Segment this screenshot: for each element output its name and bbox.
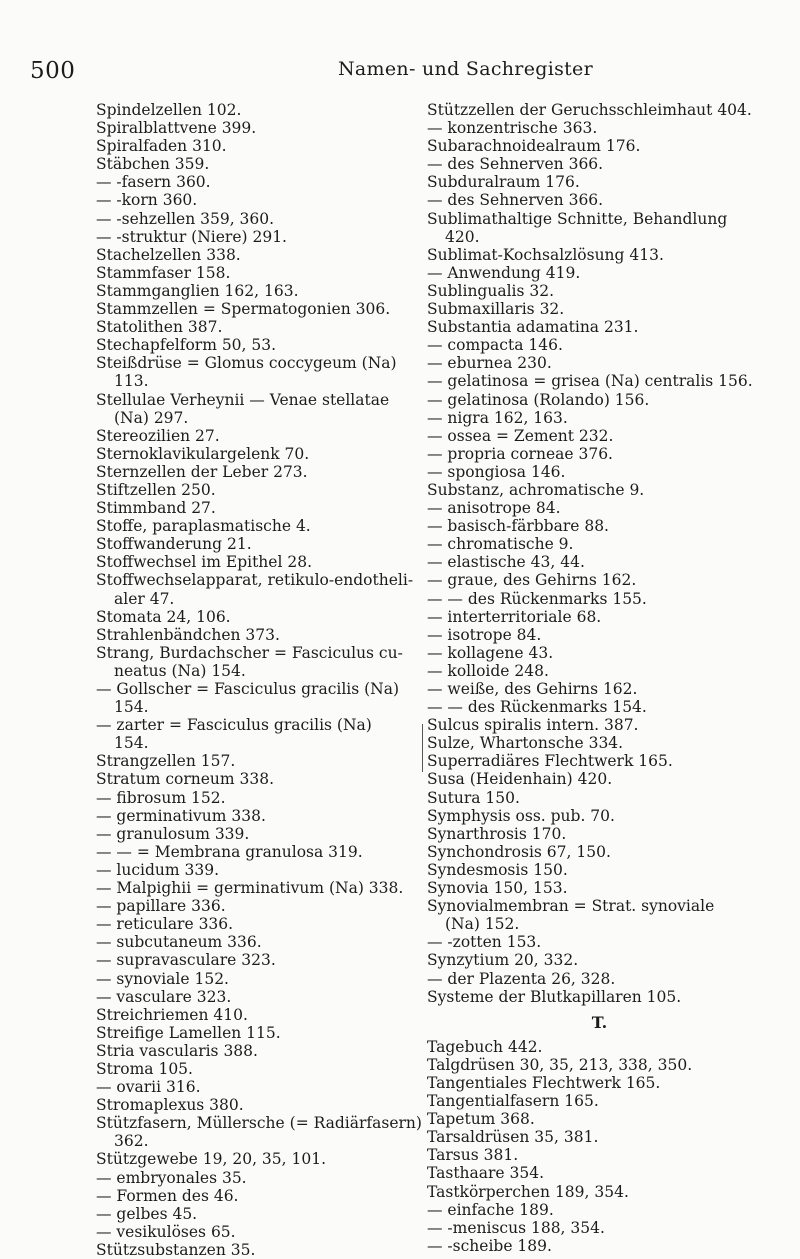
index-entry: — — des Rückenmarks 155.: [427, 589, 647, 608]
index-entry: — germinativum 338.: [96, 806, 266, 825]
index-entry: — -korn 360.: [96, 191, 198, 210]
index-entry: Stechapfelform 50, 53.: [96, 336, 277, 355]
index-entry: — ossea = Zement 232.: [427, 426, 614, 445]
index-entry: — papillare 336.: [96, 897, 226, 916]
index-entry: Sublimat-Kochsalzlösung 413.: [427, 245, 664, 264]
index-entry: 113.: [114, 372, 149, 391]
index-entry: Stromaplexus 380.: [96, 1096, 244, 1115]
index-entry: — der Plazenta 26, 328.: [427, 969, 616, 988]
index-entry: Stellulae Verheynii — Venae stellatae: [96, 390, 390, 409]
index-entry: Spiralblattvene 399.: [96, 119, 257, 138]
index-entry: — subcutaneum 336.: [96, 933, 262, 952]
index-entry: Sternoklavikulargelenk 70.: [96, 444, 310, 463]
index-entry: — -meniscus 188, 354.: [427, 1218, 605, 1237]
index-entry: — gelatinosa = grisea (Na) centralis 156.: [427, 372, 753, 391]
index-entry: — reticulare 336.: [96, 915, 234, 934]
index-entry: Synovia 150, 153.: [427, 879, 568, 898]
index-entry: aler 47.: [114, 589, 175, 608]
index-entry: 154.: [114, 698, 149, 717]
index-entry: — Gollscher = Fasciculus gracilis (Na): [96, 680, 400, 698]
index-entry: Stiftzellen 250.: [96, 480, 216, 499]
index-entry: Tastkörperchen 189, 354.: [427, 1182, 629, 1201]
index-entry: Substanz, achromatische 9.: [427, 480, 645, 499]
index-entry: Systeme der Blutkapillaren 105.: [427, 987, 682, 1006]
index-entry: Tangentiales Flechtwerk 165.: [427, 1073, 661, 1092]
index-entry: — propria corneae 376.: [427, 444, 613, 463]
index-entry: — vasculare 323.: [96, 987, 232, 1006]
index-entry: — graue, des Gehirns 162.: [427, 571, 637, 590]
index-entry: — — des Rückenmarks 154.: [427, 698, 647, 717]
index-entry: — nigra 162, 163.: [427, 408, 568, 427]
index-entry: — -struktur (Niere) 291.: [96, 227, 287, 246]
index-entry: Talgdrüsen 30, 35, 213, 338, 350.: [427, 1055, 693, 1074]
index-column-right: [427, 101, 772, 1255]
index-entry: — zarter = Fasciculus gracilis (Na): [96, 716, 372, 735]
index-entry: Symphysis oss. pub. 70.: [427, 806, 615, 825]
index-entry: Tarsaldrüsen 35, 381.: [427, 1128, 599, 1147]
index-entry: — des Sehnerven 366.: [427, 191, 604, 210]
index-entry: Synzytium 20, 332.: [427, 951, 579, 970]
index-entry: — anisotrope 84.: [427, 499, 561, 518]
index-entry: — ovarii 316.: [96, 1078, 201, 1097]
index-entry: Stoffwechselapparat, retikulo-endotheli-: [96, 571, 414, 590]
index-entry: — des Sehnerven 366.: [427, 155, 604, 174]
index-entry: Synchondrosis 67, 150.: [427, 842, 611, 861]
index-entry: neatus (Na) 154.: [114, 661, 246, 680]
index-entry: — fibrosum 152.: [96, 788, 226, 807]
index-entry: — vesikulöses 65.: [96, 1222, 236, 1241]
index-entry: Stammfaser 158.: [96, 263, 231, 282]
index-entry: Subduralraum 176.: [427, 173, 580, 192]
index-entry: (Na) 297.: [114, 408, 189, 427]
index-entry: — kollagene 43.: [427, 643, 554, 662]
index-entry: Sutura 150.: [427, 788, 520, 807]
index-entry: Stimmband 27.: [96, 499, 216, 518]
index-entry: Stützgewebe 19, 20, 35, 101.: [96, 1150, 327, 1169]
index-entry: — chromatische 9.: [427, 535, 574, 554]
index-entry: Stereozilien 27.: [96, 426, 220, 445]
index-entry: Tasthaare 354.: [427, 1164, 545, 1183]
index-entry: — eburnea 230.: [427, 354, 552, 373]
index-entry: Stützfasern, Müllersche (= Radiärfasern): [96, 1114, 422, 1133]
index-entry: (Na) 152.: [445, 915, 520, 934]
index-entry: Stria vascularis 388.: [96, 1041, 258, 1060]
index-entry: — Malpighii = germinativum (Na) 338.: [96, 879, 404, 898]
index-entry: — spongiosa 146.: [427, 462, 566, 481]
index-entry: Stammzellen = Spermatogonien 306.: [96, 300, 391, 319]
index-entry: Stratum corneum 338.: [96, 770, 275, 789]
index-entry: — kolloide 248.: [427, 661, 549, 680]
index-entry: Synarthrosis 170.: [427, 824, 567, 843]
index-entry: — granulosum 339.: [96, 824, 250, 843]
index-entry: Submaxillaris 32.: [427, 300, 565, 319]
index-entry: — gelbes 45.: [96, 1204, 198, 1223]
section-letter: T.: [591, 1012, 608, 1032]
index-entry: Spiralfaden 310.: [96, 137, 227, 156]
index-entry: — basisch-färbbare 88.: [427, 517, 609, 536]
index-entry: — supravasculare 323.: [96, 951, 276, 970]
index-entry: Stroma 105.: [96, 1059, 193, 1078]
index-entry: Strahlenbändchen 373.: [96, 625, 280, 644]
index-entry: 420.: [445, 227, 480, 246]
index-entry: — -scheibe 189.: [427, 1236, 552, 1255]
column-rule: [422, 724, 423, 772]
index-entry: — -zotten 153.: [427, 933, 542, 952]
index-entry: — — = Membrana granulosa 319.: [96, 842, 363, 861]
index-entry: Tarsus 381.: [427, 1146, 519, 1165]
index-entry: Sulze, Whartonsche 334.: [427, 734, 624, 753]
page-number: 500: [30, 58, 76, 84]
index-entry: Sulcus spiralis intern. 387.: [427, 716, 639, 735]
index-entry: Tangentialfasern 165.: [427, 1092, 599, 1111]
index-entry: Stäbchen 359.: [96, 155, 210, 174]
index-entry: Strangzellen 157.: [96, 752, 236, 771]
running-head: Namen- und Sachregister: [338, 58, 593, 80]
index-entry: Stomata 24, 106.: [96, 607, 231, 626]
index-entry: — einfache 189.: [427, 1200, 554, 1219]
index-entry: Strang, Burdachscher = Fasciculus cu-: [96, 643, 403, 662]
index-entry: Stoffwechsel im Epithel 28.: [96, 553, 313, 572]
index-entry: Stammganglien 162, 163.: [96, 281, 299, 300]
index-entry: — lucidum 339.: [96, 860, 220, 879]
index-entry: — Anwendung 419.: [427, 263, 581, 282]
index-entry: — weiße, des Gehirns 162.: [427, 680, 638, 698]
index-entry: Sternzellen der Leber 273.: [96, 462, 308, 481]
index-entry: Synovialmembran = Strat. synoviale: [427, 897, 715, 916]
index-entry: 362.: [114, 1132, 149, 1151]
index-entry: — Formen des 46.: [96, 1186, 239, 1205]
index-entry: Streichriemen 410.: [96, 1005, 248, 1024]
index-entry: — compacta 146.: [427, 336, 563, 355]
index-entry: Tapetum 368.: [427, 1110, 535, 1129]
index-entry: Streifige Lamellen 115.: [96, 1023, 281, 1042]
index-entry: — -fasern 360.: [96, 173, 211, 192]
index-entry: — gelatinosa (Rolando) 156.: [427, 390, 650, 409]
index-entry: Sublimathaltige Schnitte, Behandlung: [427, 209, 728, 228]
index-entry: Stachelzellen 338.: [96, 245, 241, 264]
index-entry: — isotrope 84.: [427, 625, 542, 644]
index-column-left: [96, 101, 426, 1259]
index-entry: — -sehzellen 359, 360.: [96, 209, 275, 228]
index-entry: Statolithen 387.: [96, 318, 223, 337]
index-entry: Subarachnoidealraum 176.: [427, 137, 641, 156]
index-entry: Spindelzellen 102.: [96, 101, 242, 119]
index-entry: — interterritoriale 68.: [427, 607, 602, 626]
index-entry: Substantia adamatina 231.: [427, 318, 639, 337]
index-entry: Superradiäres Flechtwerk 165.: [427, 752, 673, 771]
index-entry: — elastische 43, 44.: [427, 553, 585, 572]
index-entry: — embryonales 35.: [96, 1168, 247, 1187]
index-entry: Stützsubstanzen 35.: [96, 1240, 256, 1259]
index-entry: Syndesmosis 150.: [427, 860, 568, 879]
index-entry: — konzentrische 363.: [427, 119, 598, 138]
index-entry: Sublingualis 32.: [427, 281, 555, 300]
index-entry: Steißdrüse = Glomus coccygeum (Na): [96, 354, 397, 373]
index-entry: Stoffe, paraplasmatische 4.: [96, 517, 311, 536]
index-entry: Susa (Heidenhain) 420.: [427, 770, 613, 789]
index-entry: Tagebuch 442.: [427, 1037, 543, 1056]
index-entry: Stützzellen der Geruchsschleimhaut 404.: [427, 101, 752, 119]
index-entry: Stoffwanderung 21.: [96, 535, 252, 554]
index-entry: 154.: [114, 734, 149, 753]
index-entry: — synoviale 152.: [96, 969, 229, 988]
